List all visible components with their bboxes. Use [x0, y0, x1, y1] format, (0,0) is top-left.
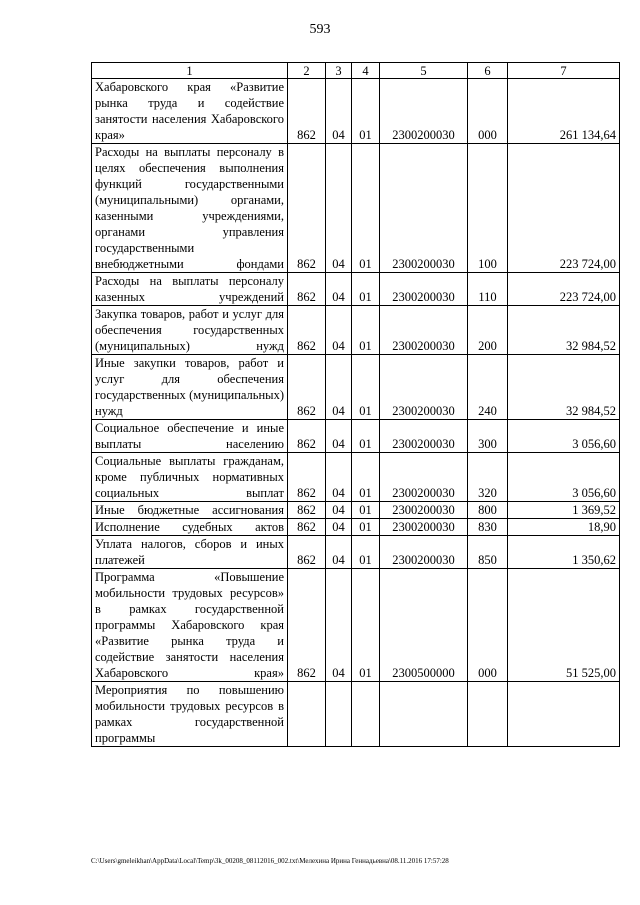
table-row: [92, 144, 620, 273]
cell-section: 04: [326, 569, 352, 682]
cell-ministry: 862: [288, 306, 326, 355]
cell-amount: 32 984,52: [508, 306, 620, 355]
cell-target-article: 2300200030: [380, 420, 468, 453]
cell-amount: 18,90: [508, 519, 620, 536]
cell-subsection: [352, 682, 380, 747]
cell-ministry: 862: [288, 79, 326, 144]
table-row: [92, 682, 620, 747]
row-name: Расходы на выплаты персоналу в целях обеспечения выполнения функций государственными (муниципальными) органами, казенными учреждениями, органами управления государственными внебюджетными фондами: [92, 144, 288, 273]
header-col-1: 1: [92, 63, 288, 79]
row-name: Исполнение судебных актов: [92, 519, 288, 536]
cell-section: 04: [326, 536, 352, 569]
table-row: [92, 569, 620, 682]
cell-subsection: 01: [352, 355, 380, 420]
row-name: Расходы на выплаты персоналу казенных учреждений: [92, 273, 288, 306]
cell-section: 04: [326, 519, 352, 536]
row-name: Хабаровского края «Развитие рынка труда и содействие занятости населения Хабаровского края»: [92, 79, 288, 144]
cell-section: 04: [326, 144, 352, 273]
header-col-7: 7: [508, 63, 620, 79]
cell-ministry: [288, 682, 326, 747]
cell-section: 04: [326, 79, 352, 144]
cell-ministry: 862: [288, 569, 326, 682]
cell-subsection: 01: [352, 536, 380, 569]
cell-target-article: 2300200030: [380, 273, 468, 306]
cell-section: 04: [326, 420, 352, 453]
cell-subsection: 01: [352, 273, 380, 306]
cell-expense-type: 000: [468, 79, 508, 144]
cell-ministry: 862: [288, 502, 326, 519]
cell-expense-type: 300: [468, 420, 508, 453]
cell-subsection: 01: [352, 306, 380, 355]
cell-subsection: 01: [352, 569, 380, 682]
cell-expense-type: 100: [468, 144, 508, 273]
cell-target-article: 2300200030: [380, 355, 468, 420]
table-row: [92, 273, 620, 306]
cell-target-article: [380, 682, 468, 747]
row-name: Программа «Повышение мобильности трудовых ресурсов» в рамках государственной программы Хабаровского края «Развитие рынка труда и содействие занятости населения Хабаровского края»: [92, 569, 288, 682]
cell-subsection: 01: [352, 502, 380, 519]
row-name: Социальное обеспечение и иные выплаты населению: [92, 420, 288, 453]
table-row: [92, 502, 620, 519]
cell-amount: 223 724,00: [508, 144, 620, 273]
cell-amount: 3 056,60: [508, 420, 620, 453]
cell-ministry: 862: [288, 536, 326, 569]
header-col-3: 3: [326, 63, 352, 79]
table-row: [92, 306, 620, 355]
table-row: [92, 79, 620, 144]
cell-subsection: 01: [352, 79, 380, 144]
cell-amount: 32 984,52: [508, 355, 620, 420]
row-name: Уплата налогов, сборов и иных платежей: [92, 536, 288, 569]
cell-expense-type: [468, 682, 508, 747]
cell-target-article: 2300200030: [380, 519, 468, 536]
header-col-4: 4: [352, 63, 380, 79]
cell-target-article: 2300200030: [380, 502, 468, 519]
table-row: [92, 453, 620, 502]
cell-subsection: 01: [352, 519, 380, 536]
cell-amount: 261 134,64: [508, 79, 620, 144]
cell-amount: [508, 682, 620, 747]
cell-target-article: 2300200030: [380, 453, 468, 502]
cell-expense-type: 110: [468, 273, 508, 306]
cell-expense-type: 830: [468, 519, 508, 536]
header-col-6: 6: [468, 63, 508, 79]
cell-target-article: 2300200030: [380, 79, 468, 144]
cell-expense-type: 000: [468, 569, 508, 682]
table-row: [92, 355, 620, 420]
cell-target-article: 2300500000: [380, 569, 468, 682]
cell-expense-type: 850: [468, 536, 508, 569]
table-row: [92, 519, 620, 536]
row-name: Социальные выплаты гражданам, кроме публичных нормативных социальных выплат: [92, 453, 288, 502]
row-name: Иные закупки товаров, работ и услуг для обеспечения государственных (муниципальных) нужд: [92, 355, 288, 420]
cell-section: 04: [326, 502, 352, 519]
cell-subsection: 01: [352, 420, 380, 453]
cell-ministry: 862: [288, 273, 326, 306]
cell-amount: 1 350,62: [508, 536, 620, 569]
cell-ministry: 862: [288, 144, 326, 273]
cell-section: 04: [326, 453, 352, 502]
row-name: Мероприятия по повышению мобильности трудовых ресурсов в рамках государственной программы: [92, 682, 288, 747]
cell-ministry: 862: [288, 453, 326, 502]
cell-target-article: 2300200030: [380, 144, 468, 273]
cell-target-article: 2300200030: [380, 536, 468, 569]
cell-section: 04: [326, 306, 352, 355]
cell-expense-type: 800: [468, 502, 508, 519]
cell-target-article: 2300200030: [380, 306, 468, 355]
page-number: 593: [309, 22, 331, 37]
table-row: [92, 420, 620, 453]
cell-ministry: 862: [288, 519, 326, 536]
cell-expense-type: 320: [468, 453, 508, 502]
cell-subsection: 01: [352, 144, 380, 273]
cell-section: 04: [326, 273, 352, 306]
header-col-5: 5: [380, 63, 468, 79]
cell-expense-type: 200: [468, 306, 508, 355]
cell-amount: 51 525,00: [508, 569, 620, 682]
header-row: [92, 63, 620, 79]
table-row: [92, 536, 620, 569]
row-name: Иные бюджетные ассигнования: [92, 502, 288, 519]
cell-subsection: 01: [352, 453, 380, 502]
cell-amount: 223 724,00: [508, 273, 620, 306]
cell-section: 04: [326, 355, 352, 420]
cell-ministry: 862: [288, 355, 326, 420]
cell-ministry: 862: [288, 420, 326, 453]
cell-amount: 1 369,52: [508, 502, 620, 519]
budget-table: [91, 62, 620, 747]
cell-amount: 3 056,60: [508, 453, 620, 502]
row-name: Закупка товаров, работ и услуг для обеспечения государственных (муниципальных) нужд: [92, 306, 288, 355]
cell-section: [326, 682, 352, 747]
file-path-footer: C:\Users\gmeleikhan\AppData\Local\Temp\3k_00208_08112016_002.txt\Мелехина Ирина Геннадьевна\08.11.2016 17:57:28: [91, 857, 449, 865]
cell-expense-type: 240: [468, 355, 508, 420]
header-col-2: 2: [288, 63, 326, 79]
